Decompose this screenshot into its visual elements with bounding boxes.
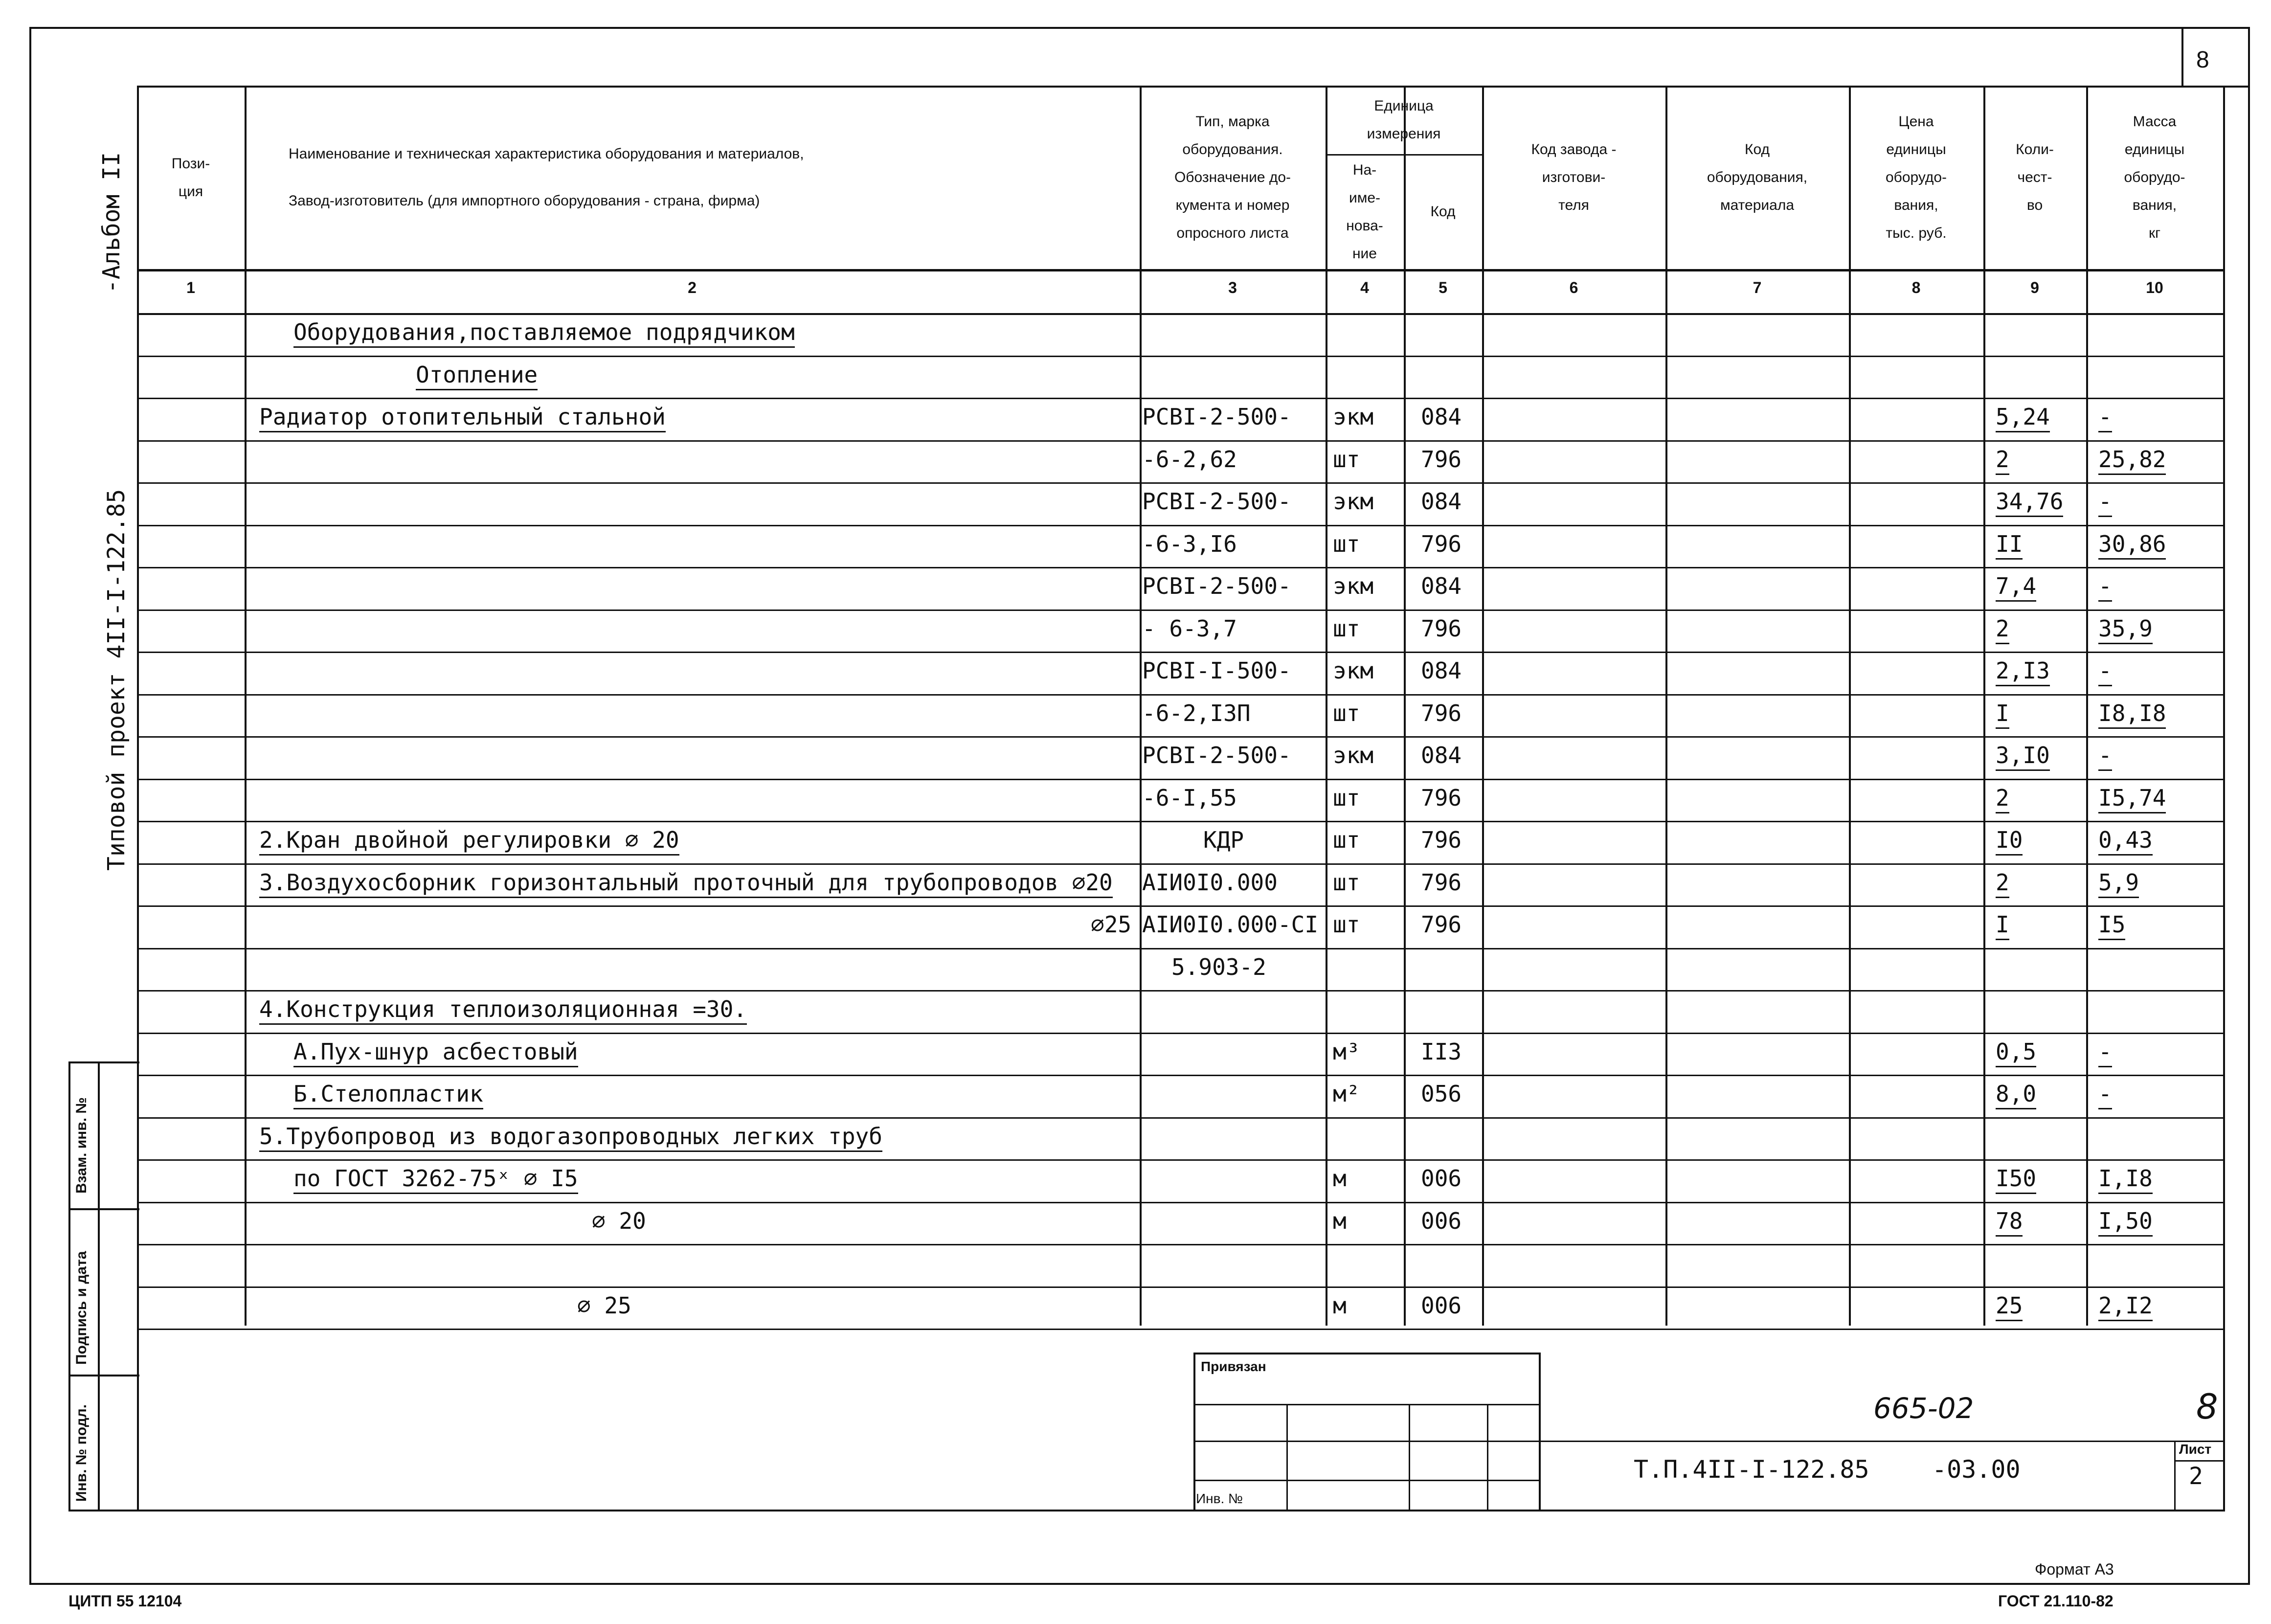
header-line: Масса (2133, 113, 2177, 130)
item-quantity: 2,I3 (1996, 657, 2050, 686)
frame-right (2248, 27, 2250, 1585)
item-mass: I5,74 (2098, 785, 2166, 813)
header-col2 (245, 86, 1184, 269)
item-code: 084 (1421, 657, 1462, 684)
designation: Т.П.4II-I-122.85 (1634, 1455, 1869, 1484)
row-line (137, 482, 2225, 484)
item-mass: 5,9 (2098, 869, 2139, 898)
column-number: 6 (1569, 279, 1578, 296)
stamp-bottom (68, 1510, 139, 1511)
item-unit: шт (1333, 911, 1360, 938)
stamp-label-vzam: Взам. инв. № (73, 1097, 90, 1194)
frame-bottom (29, 1583, 2250, 1585)
header-line: вания, (2132, 197, 2177, 213)
column-divider (1404, 86, 1406, 1326)
header-line: оборудования, (1707, 169, 1808, 185)
header-line: единицы (2124, 141, 2185, 158)
item-code: 006 (1421, 1165, 1462, 1192)
header-line: Код завода - (1531, 141, 1617, 158)
item-mass: 2,I2 (2098, 1292, 2153, 1321)
stamp-label-inv: Инв. № подл. (73, 1404, 90, 1502)
stamp-div2 (68, 1375, 139, 1376)
row-line (137, 525, 2225, 526)
item-quantity: 2 (1996, 785, 2009, 813)
column-divider (2086, 86, 2088, 1326)
item-quantity: 78 (1996, 1208, 2023, 1237)
row-line (137, 694, 2225, 696)
column-number: 4 (1360, 279, 1369, 296)
item-unit: м² (1333, 1081, 1360, 1107)
priv-row2 (1193, 1441, 1541, 1442)
header-line: материала (1720, 197, 1795, 213)
item-unit: шт (1333, 531, 1360, 557)
item-unit: шт (1333, 827, 1360, 853)
stamp-mid (98, 1061, 100, 1511)
table-right (2223, 86, 2225, 1326)
item-code: 006 (1421, 1208, 1462, 1234)
item-mass: - (2098, 404, 2112, 432)
row-line (137, 863, 2225, 865)
column-number: 5 (1439, 279, 1447, 296)
item-name: Радиатор отопительный стальной (259, 404, 666, 432)
designation-suffix: -03.00 (1932, 1455, 2021, 1484)
row-line (137, 356, 2225, 357)
item-type: 5.903-2 (1171, 954, 1266, 980)
row-line (137, 1244, 2225, 1245)
item-type: РСВI-I-500- (1142, 657, 1291, 684)
frame-top (29, 27, 2250, 29)
item-type: РСВI-2-500- (1142, 573, 1291, 599)
list-split (2174, 1460, 2223, 1462)
item-mass: 30,86 (2098, 531, 2166, 560)
title-right (2223, 1326, 2225, 1511)
item-type: РСВI-2-500- (1142, 488, 1291, 515)
item-code: 084 (1421, 573, 1462, 599)
column-number: 10 (2146, 279, 2163, 296)
header-line: опросного листа (1176, 225, 1289, 241)
header-line: измерения (1367, 126, 1441, 142)
list-col (2174, 1441, 2176, 1511)
header-col9 (1983, 86, 2086, 269)
item-unit: шт (1333, 700, 1360, 726)
item-name: ∅ 20 (592, 1208, 646, 1234)
item-unit: экм (1333, 657, 1374, 684)
item-name: по ГОСТ 3262-75ˣ ∅ I5 (293, 1165, 578, 1194)
item-quantity: 2 (1996, 615, 2009, 644)
item-name: Оборудования,поставляемое подрядчиком (293, 319, 795, 348)
column-divider (1482, 86, 1484, 1326)
priv-col2 (1409, 1404, 1410, 1511)
item-unit: экм (1333, 404, 1374, 430)
project-label: Типовой проект 4II-I-122.85 (103, 489, 130, 871)
header-col8 (1849, 86, 1983, 269)
column-divider (245, 86, 247, 1326)
header-line: Тип, марка (1195, 113, 1270, 130)
item-quantity: I0 (1996, 827, 2023, 856)
item-mass: - (2098, 488, 2112, 517)
item-quantity: 5,24 (1996, 404, 2050, 432)
header-line: во (2026, 197, 2043, 213)
row-line (137, 440, 2225, 442)
item-mass: 25,82 (2098, 446, 2166, 475)
header-line: Наименование и техническая характеристика оборудования и материалов, (289, 145, 804, 162)
gost-label: ГОСТ 21.110-82 (1998, 1592, 2114, 1610)
item-quantity: 3,I0 (1996, 742, 2050, 771)
row-line (137, 990, 2225, 992)
column-number: 2 (688, 279, 697, 296)
header-line: Код (1744, 141, 1770, 158)
header-line: ние (1352, 245, 1377, 262)
row-line (137, 1286, 2225, 1288)
item-type: РСВI-2-500- (1142, 404, 1291, 430)
item-unit: шт (1333, 785, 1360, 811)
sheet-box-left (2181, 27, 2183, 86)
item-type: АIИ0I0.000 (1142, 869, 1278, 896)
item-quantity: 2 (1996, 446, 2009, 475)
stamp-div1 (68, 1208, 139, 1210)
item-code: 796 (1421, 700, 1462, 726)
item-mass: - (2098, 573, 2112, 602)
header-col1 (137, 86, 245, 269)
item-type: - 6-3,7 (1142, 615, 1237, 642)
item-quantity: I (1996, 911, 2009, 940)
title-mid-line (1539, 1441, 2224, 1442)
item-code: 056 (1421, 1081, 1462, 1107)
row-line (137, 609, 2225, 611)
row-line (137, 948, 2225, 949)
item-name: Б.Стелопластик (293, 1081, 483, 1109)
header-line: На- (1352, 161, 1377, 178)
item-type: -6-3,I6 (1142, 531, 1237, 557)
priv-left (1193, 1353, 1195, 1511)
row-line (137, 905, 2225, 907)
item-quantity: 25 (1996, 1292, 2023, 1321)
item-code: 796 (1421, 827, 1462, 853)
handwritten-code: 665-02 (1873, 1392, 1974, 1425)
row-line (137, 652, 2225, 653)
item-unit: м (1333, 1208, 1347, 1234)
header-line: кг (2148, 225, 2161, 241)
priv-top (1193, 1353, 1541, 1354)
item-unit: м (1333, 1292, 1347, 1319)
item-code: 084 (1421, 742, 1462, 768)
title-left (137, 1326, 139, 1511)
album-label: -Альбом II (98, 152, 125, 293)
column-number: 3 (1228, 279, 1237, 296)
header-line: чест- (2017, 169, 2052, 185)
handwritten-sheet: 8 (2196, 1387, 2218, 1427)
item-quantity: 34,76 (1996, 488, 2063, 517)
item-name: ∅ 25 (577, 1292, 631, 1319)
header-line: изготови- (1542, 169, 1606, 185)
item-unit: м³ (1333, 1038, 1360, 1065)
row-line (137, 1117, 2225, 1119)
header-line: Пози- (171, 155, 210, 172)
header-line: Единица (1374, 98, 1434, 114)
item-code: 084 (1421, 404, 1462, 430)
item-type: АIИ0I0.000-СI (1142, 911, 1319, 938)
row-line (137, 779, 2225, 780)
item-mass: I,I8 (2098, 1165, 2153, 1194)
header-col45_top (1326, 86, 1482, 154)
header-line: Завод-изготовитель (для импортного оборудования - страна, фирма) (289, 192, 760, 209)
priv-row1 (1193, 1404, 1541, 1405)
header-line: оборудо- (1885, 169, 1947, 185)
item-mass: I8,I8 (2098, 700, 2166, 729)
column-divider (1849, 86, 1851, 1326)
priv-col1 (1286, 1404, 1288, 1511)
privyazan-label: Привязан (1201, 1359, 1266, 1374)
item-unit: м (1333, 1165, 1347, 1192)
row-line (137, 821, 2225, 822)
row-line (137, 736, 2225, 738)
column-number: 9 (2030, 279, 2039, 296)
header-line: ция (178, 183, 203, 200)
header-col3 (1140, 86, 1326, 269)
table-left (137, 86, 139, 1326)
column-divider (1665, 86, 1667, 1326)
column-number: 7 (1753, 279, 1762, 296)
header-line: вания, (1894, 197, 1938, 213)
item-type: -6-2,62 (1142, 446, 1237, 473)
item-quantity: 0,5 (1996, 1038, 2036, 1067)
item-name: Отопление (416, 361, 538, 390)
header-line: оборудо- (2124, 169, 2185, 185)
priv-row3 (1193, 1480, 1541, 1481)
row-line (137, 1159, 2225, 1161)
header-line: Код (1430, 203, 1456, 220)
item-mass: - (2098, 1081, 2112, 1109)
item-quantity: 7,4 (1996, 573, 2036, 602)
row-line (137, 398, 2225, 399)
stamp-top (68, 1061, 139, 1063)
item-mass: 0,43 (2098, 827, 2153, 856)
item-quantity: 8,0 (1996, 1081, 2036, 1109)
item-unit: шт (1333, 869, 1360, 896)
header-line: Обозначение до- (1174, 169, 1291, 185)
column-number: 8 (1911, 279, 1921, 296)
stamp-label-podpis: Подпись и дата (73, 1251, 90, 1365)
header-line: теля (1558, 197, 1589, 213)
item-quantity: I50 (1996, 1165, 2036, 1194)
header-line: Цена (1898, 113, 1934, 130)
item-type: РСВI-2-500- (1142, 742, 1291, 768)
column-divider (1983, 86, 1985, 1326)
ctip-label: ЦИТП 55 12104 (68, 1592, 182, 1610)
item-code: 084 (1421, 488, 1462, 515)
item-name: А.Пух-шнур асбестовый (293, 1038, 578, 1067)
item-mass: 35,9 (2098, 615, 2153, 644)
column-number: 1 (186, 279, 195, 296)
item-quantity: I (1996, 700, 2009, 729)
header-bottom (137, 269, 2225, 271)
row-line (137, 313, 2225, 315)
header-col6 (1482, 86, 1665, 269)
item-unit: шт (1333, 615, 1360, 642)
header-line: оборудования. (1182, 141, 1283, 158)
sheet-number-top: 8 (2196, 47, 2209, 73)
item-name: ∅25 (1091, 911, 1132, 938)
item-type: -6-I,55 (1142, 785, 1237, 811)
header-line: единицы (1886, 141, 1946, 158)
row-line (137, 1329, 2225, 1330)
row-line (137, 1033, 2225, 1034)
list-value: 2 (2189, 1463, 2203, 1490)
item-code: 796 (1421, 911, 1462, 938)
item-code: 796 (1421, 446, 1462, 473)
item-unit: экм (1333, 742, 1374, 768)
item-type: КДР (1203, 827, 1244, 853)
item-code: 796 (1421, 785, 1462, 811)
column-divider (1326, 86, 1327, 1326)
item-mass: - (2098, 1038, 2112, 1067)
header-col10 (2086, 86, 2223, 269)
item-mass: - (2098, 742, 2112, 771)
row-line (137, 567, 2225, 568)
item-mass: - (2098, 657, 2112, 686)
item-unit: экм (1333, 488, 1374, 515)
item-code: 006 (1421, 1292, 1462, 1319)
item-name: 3.Воздухосборник горизонтальный проточный для трубопроводов ∅20 (259, 869, 1113, 898)
item-mass: I,50 (2098, 1208, 2153, 1237)
format-label: Формат А3 (2035, 1560, 2114, 1578)
header-col7 (1665, 86, 1849, 269)
column-divider (1140, 86, 1142, 1326)
item-code: 796 (1421, 869, 1462, 896)
header-col4 (1326, 154, 1404, 269)
item-code: 796 (1421, 615, 1462, 642)
header-line: тыс. руб. (1886, 225, 1947, 241)
item-unit: экм (1333, 573, 1374, 599)
item-type: -6-2,I3П (1142, 700, 1251, 726)
item-quantity: 2 (1996, 869, 2009, 898)
item-name: 2.Кран двойной регулировки ∅ 20 (259, 827, 679, 856)
row-line (137, 1075, 2225, 1076)
header-line: име- (1349, 189, 1381, 206)
item-quantity: II (1996, 531, 2023, 560)
header-col5 (1404, 154, 1482, 269)
item-code: 796 (1421, 531, 1462, 557)
priv-right (1539, 1353, 1541, 1511)
header-line: кумента и номер (1175, 197, 1290, 213)
frame-left (29, 27, 31, 1585)
inv-no-label: Инв. № (1196, 1491, 1243, 1506)
priv-col3 (1487, 1404, 1488, 1511)
title-bottom (137, 1510, 2225, 1511)
header-line: Коли- (2016, 141, 2054, 158)
row-line (137, 1202, 2225, 1203)
header-line: нова- (1346, 217, 1383, 234)
item-unit: шт (1333, 446, 1360, 473)
item-name: 4.Конструкция теплоизоляционная =30. (259, 996, 747, 1025)
item-name: 5.Трубопровод из водогазопроводных легких труб (259, 1123, 882, 1152)
item-code: II3 (1421, 1038, 1462, 1065)
item-mass: I5 (2098, 911, 2125, 940)
list-label: Лист (2179, 1442, 2212, 1457)
stamp-left (68, 1061, 70, 1511)
